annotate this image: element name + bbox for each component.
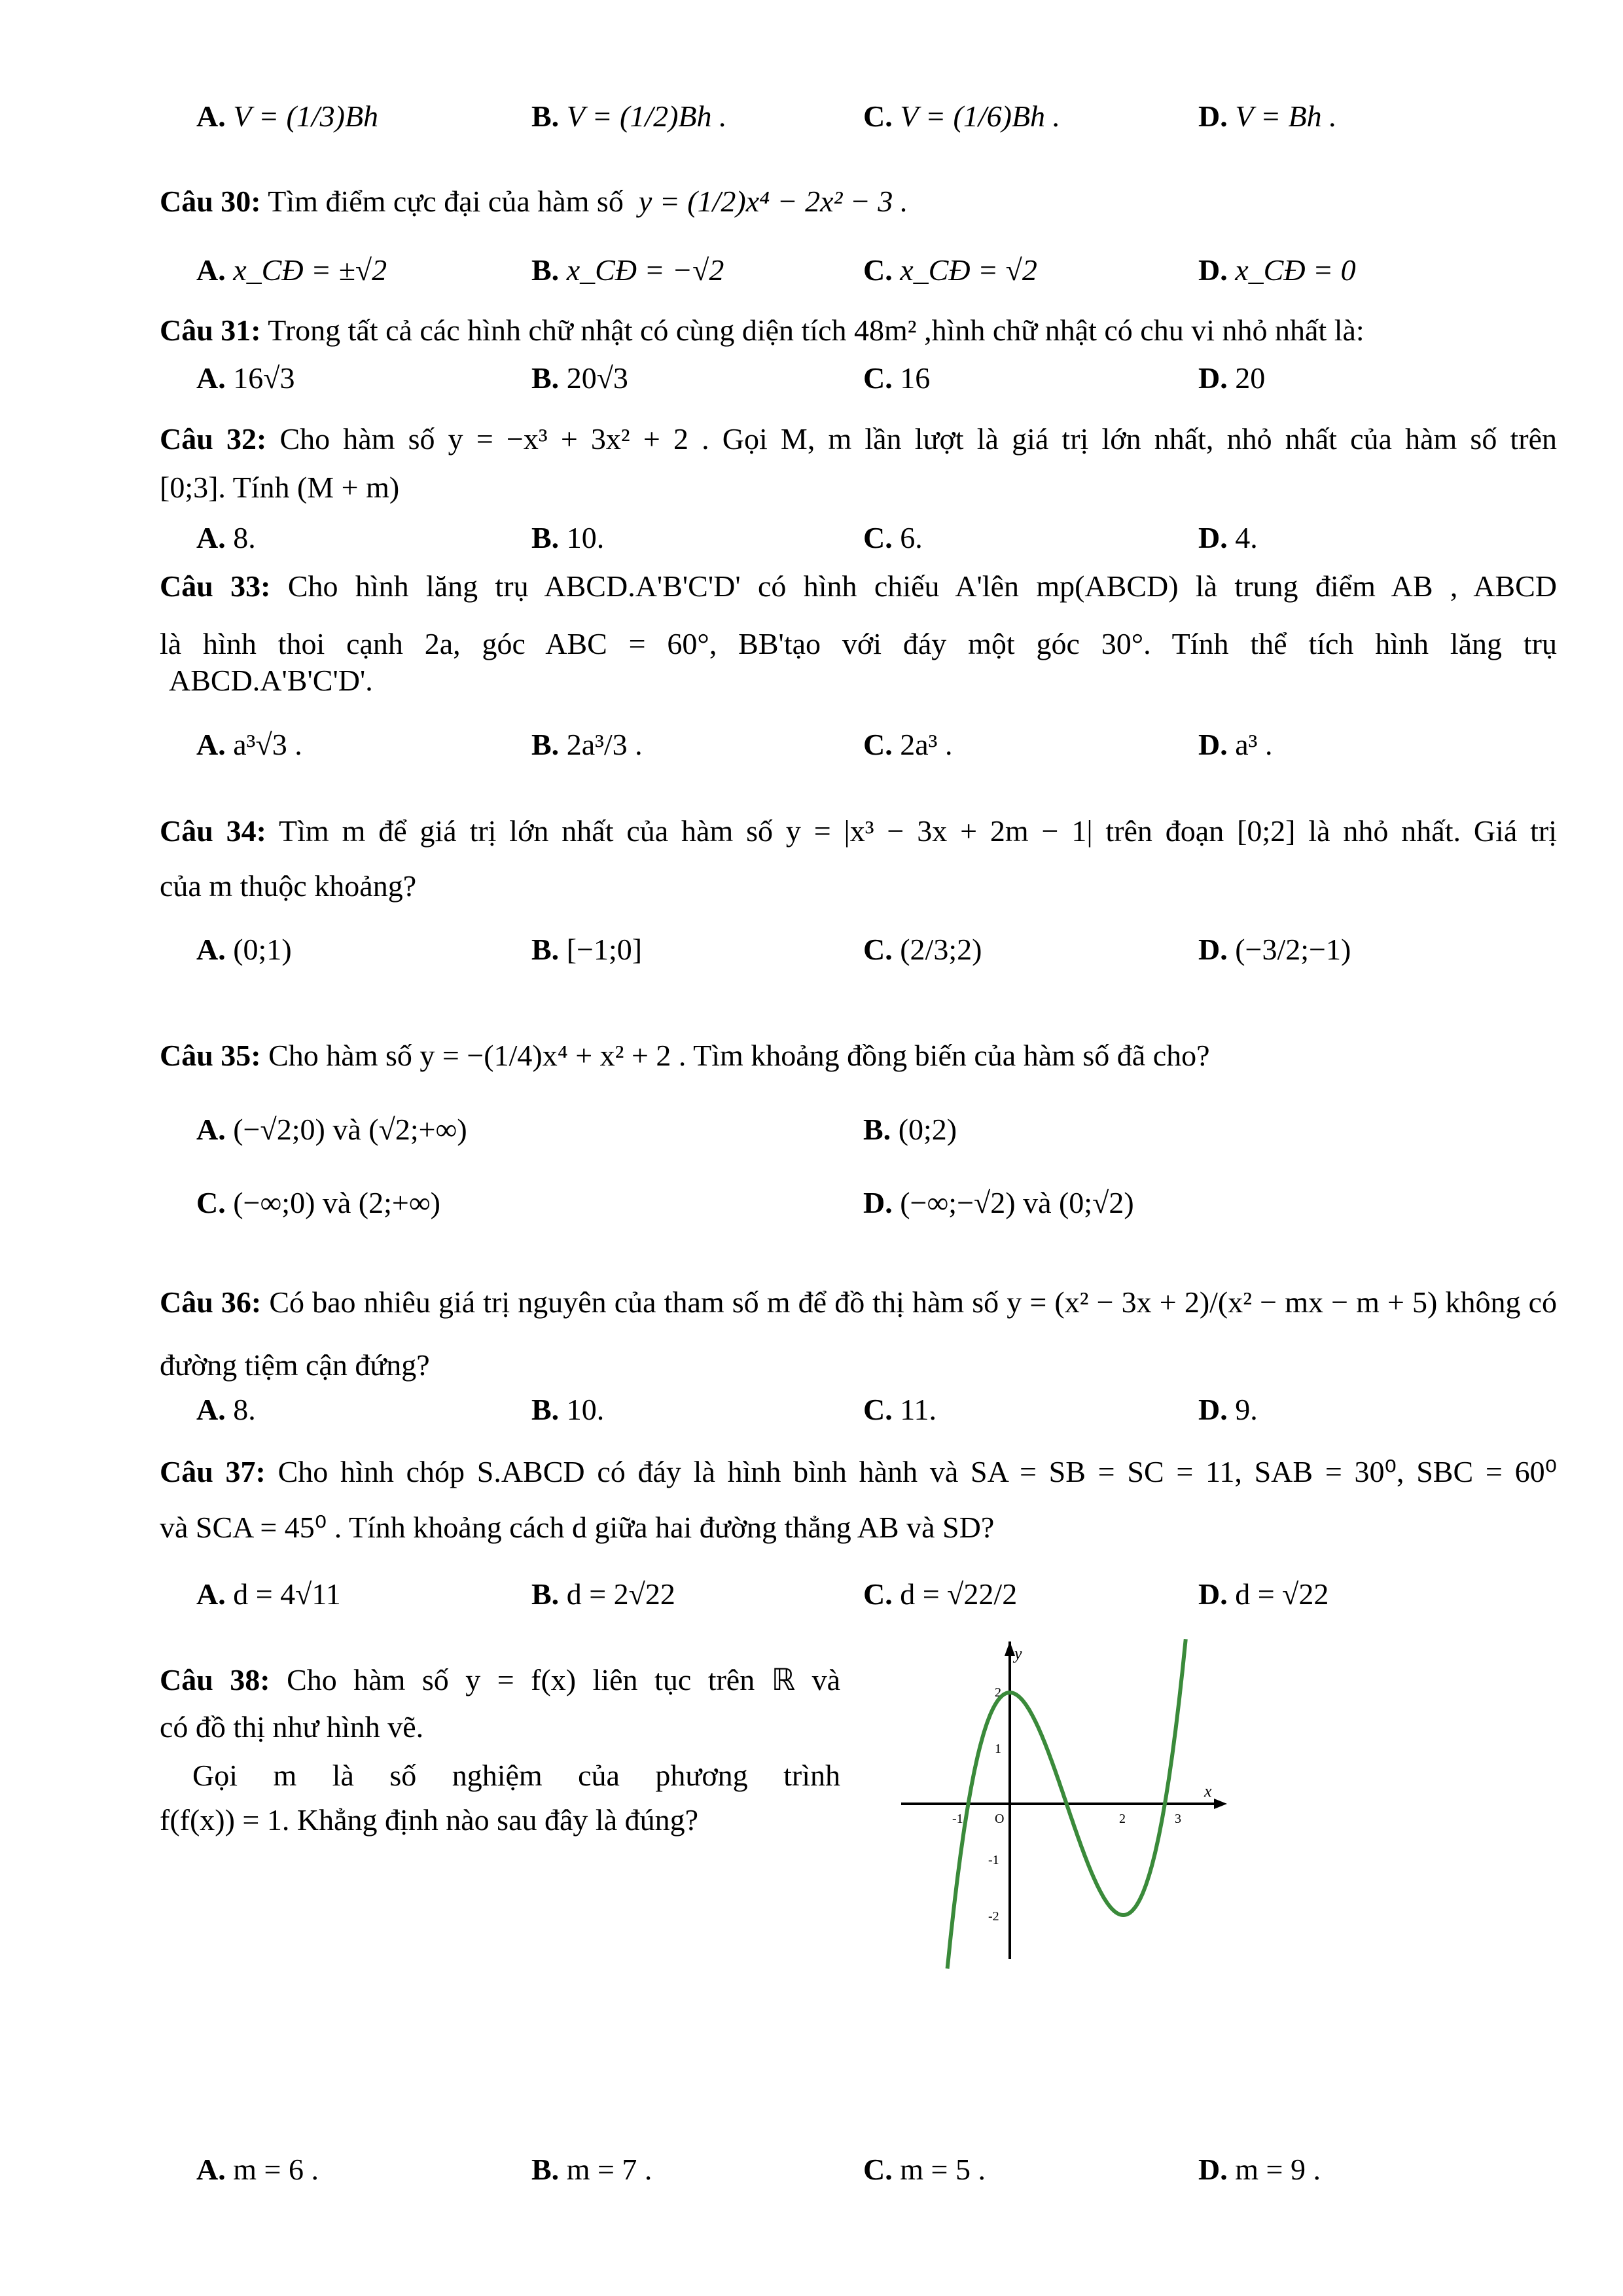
- answer-text: x_CĐ = −√2: [566, 253, 724, 287]
- q30-formula: y = (1/2)x⁴ − 2x² − 3 .: [638, 185, 908, 218]
- q33-question-line3: ABCD.A'B'C'D'.: [169, 664, 373, 697]
- q30-answer-c: C. x_CĐ = √2: [863, 253, 1037, 287]
- y-axis-label: y: [1014, 1644, 1022, 1663]
- q34-answer-a: A. (0;1): [196, 933, 292, 966]
- y-tick-label: 2: [995, 1685, 1001, 1700]
- answer-text: V = (1/6)Bh .: [900, 99, 1061, 133]
- q32-answer-d: D. 4.: [1198, 521, 1258, 554]
- y-tick-label: 1: [995, 1742, 1001, 1756]
- q30-answer-a: A. x_CĐ = ±√2: [196, 253, 387, 287]
- answer-text: x_CĐ = 0: [1235, 253, 1356, 287]
- q33-answer-a: A. a³√3 .: [196, 728, 302, 761]
- q38-question: Câu 38: Cho hàm số y = f(x) liên tục trên ℝ và: [160, 1663, 841, 1696]
- q31-answer-d: D. 20: [1198, 361, 1266, 395]
- q33-question-line2: là hình thoi cạnh 2a, góc ABC = 60°, BB'tạo với đáy một góc 30°. Tính thể tích hình lăng trụ: [160, 627, 1557, 660]
- q38-answer-b: B. m = 7 .: [531, 2153, 652, 2186]
- y-tick-label: -1: [988, 1853, 999, 1867]
- q38-question-line3: Gọi m là số nghiệm của phương trình: [192, 1759, 840, 1792]
- x-tick-label: -1: [952, 1812, 963, 1826]
- q38-answer-d: D. m = 9 .: [1198, 2153, 1321, 2186]
- q35-answer-a: A. (−√2;0) và (√2;+∞): [196, 1113, 467, 1146]
- q34-answer-c: C. (2/3;2): [863, 933, 982, 966]
- q38-answer-c: C. m = 5 .: [863, 2153, 986, 2186]
- q33-answer-c: C. 2a³ .: [863, 728, 953, 761]
- q36-answer-b: B. 10.: [531, 1393, 605, 1426]
- q36-answer-a: A. 8.: [196, 1393, 256, 1426]
- q34-answer-d: D. (−3/2;−1): [1198, 933, 1351, 966]
- q38-answer-a: A. m = 6 .: [196, 2153, 319, 2186]
- q31-question: Câu 31: Trong tất cả các hình chữ nhật có cùng diện tích 48m² ,hình chữ nhật có chu vi nhỏ nhất là:: [160, 314, 1364, 347]
- q36-question-cont: đường tiệm cận đứng?: [160, 1348, 430, 1382]
- x-tick-label: 2: [1119, 1812, 1126, 1826]
- y-axis-arrow: [1005, 1641, 1015, 1656]
- q29-answer-c: C. V = (1/6)Bh .: [863, 99, 1061, 133]
- q30-question: Câu 30: Tìm điểm cực đại của hàm số y = (1/2)x⁴ − 2x² − 3 .: [160, 185, 908, 218]
- y-tick-label: -2: [988, 1909, 999, 1924]
- q29-answer-a: A. V = (1/3)Bh: [196, 99, 379, 133]
- answer-text: V = (1/3)Bh: [233, 99, 379, 133]
- q37-answer-a: A. d = 4√11: [196, 1577, 341, 1611]
- q29-answer-b: B. V = (1/2)Bh .: [531, 99, 727, 133]
- answer-text: x_CĐ = ±√2: [233, 253, 387, 287]
- q32-answer-b: B. 10.: [531, 521, 605, 554]
- answer-text: V = (1/2)Bh .: [566, 99, 727, 133]
- q31-answer-b: B. 20√3: [531, 361, 628, 395]
- q37-answer-c: C. d = √22/2: [863, 1577, 1018, 1611]
- q36-answer-c: C. 11.: [863, 1393, 937, 1426]
- answer-text: V = Bh .: [1235, 99, 1337, 133]
- q35-answer-d: D. (−∞;−√2) và (0;√2): [863, 1186, 1134, 1219]
- q29-answer-d: D. V = Bh .: [1198, 99, 1337, 133]
- q32-question-cont: [0;3]. Tính (M + m): [160, 471, 400, 504]
- q35-answer-c: C. (−∞;0) và (2;+∞): [196, 1186, 440, 1219]
- q34-question-cont: của m thuộc khoảng?: [160, 869, 417, 903]
- function-graph: [897, 1636, 1394, 2108]
- q30-answer-d: D. x_CĐ = 0: [1198, 253, 1356, 287]
- q32-answer-a: A. 8.: [196, 521, 256, 554]
- q33-answer-b: B. 2a³/3 .: [531, 728, 643, 761]
- q32-answer-c: C. 6.: [863, 521, 923, 554]
- q37-question-cont: và SCA = 45⁰ . Tính khoảng cách d giữa hai đường thẳng AB và SD?: [160, 1511, 995, 1544]
- answer-text: x_CĐ = √2: [900, 253, 1037, 287]
- x-tick-label: O: [995, 1812, 1005, 1826]
- q38-question-line2: có đồ thị như hình vẽ.: [160, 1710, 424, 1744]
- q35-answer-b: B. (0;2): [863, 1113, 957, 1146]
- q35-question: Câu 35: Cho hàm số y = −(1/4)x⁴ + x² + 2 . Tìm khoảng đồng biến của hàm số đã cho?: [160, 1039, 1210, 1072]
- q34-answer-b: B. [−1;0]: [531, 933, 643, 966]
- q32-question: Câu 32: Cho hàm số y = −x³ + 3x² + 2 . Gọi M, m lần lượt là giá trị lớn nhất, nhỏ nhất của hàm số trên: [160, 422, 1557, 456]
- q37-answer-d: D. d = √22: [1198, 1577, 1329, 1611]
- x-tick-label: 3: [1175, 1812, 1181, 1826]
- q36-question: Câu 36: Có bao nhiêu giá trị nguyên của tham số m để đồ thị hàm số y = (x² − 3x + 2)/(x² − mx − m + 5) không có: [160, 1285, 1557, 1319]
- q37-answer-b: B. d = 2√22: [531, 1577, 675, 1611]
- q37-question: Câu 37: Cho hình chóp S.ABCD có đáy là hình bình hành và SA = SB = SC = 11, SAB = 30⁰, SBC = 60⁰: [160, 1455, 1558, 1488]
- q38-question-line4: f(f(x)) = 1. Khẳng định nào sau đây là đúng?: [160, 1803, 699, 1837]
- q33-question: Câu 33: Cho hình lăng trụ ABCD.A'B'C'D' có hình chiếu A'lên mp(ABCD) là trung điểm AB , ABCD: [160, 569, 1558, 603]
- q33-answer-d: D. a³ .: [1198, 728, 1273, 761]
- q30-answer-b: B. x_CĐ = −√2: [531, 253, 724, 287]
- q31-answer-c: C. 16: [863, 361, 931, 395]
- x-axis-arrow: [1214, 1799, 1227, 1809]
- q34-question: Câu 34: Tìm m để giá trị lớn nhất của hàm số y = |x³ − 3x + 2m − 1| trên đoạn [0;2] là nhỏ nhất. Giá trị: [160, 814, 1558, 848]
- q31-answer-a: A. 16√3: [196, 361, 295, 395]
- x-axis-label: x: [1204, 1782, 1212, 1801]
- q36-answer-d: D. 9.: [1198, 1393, 1258, 1426]
